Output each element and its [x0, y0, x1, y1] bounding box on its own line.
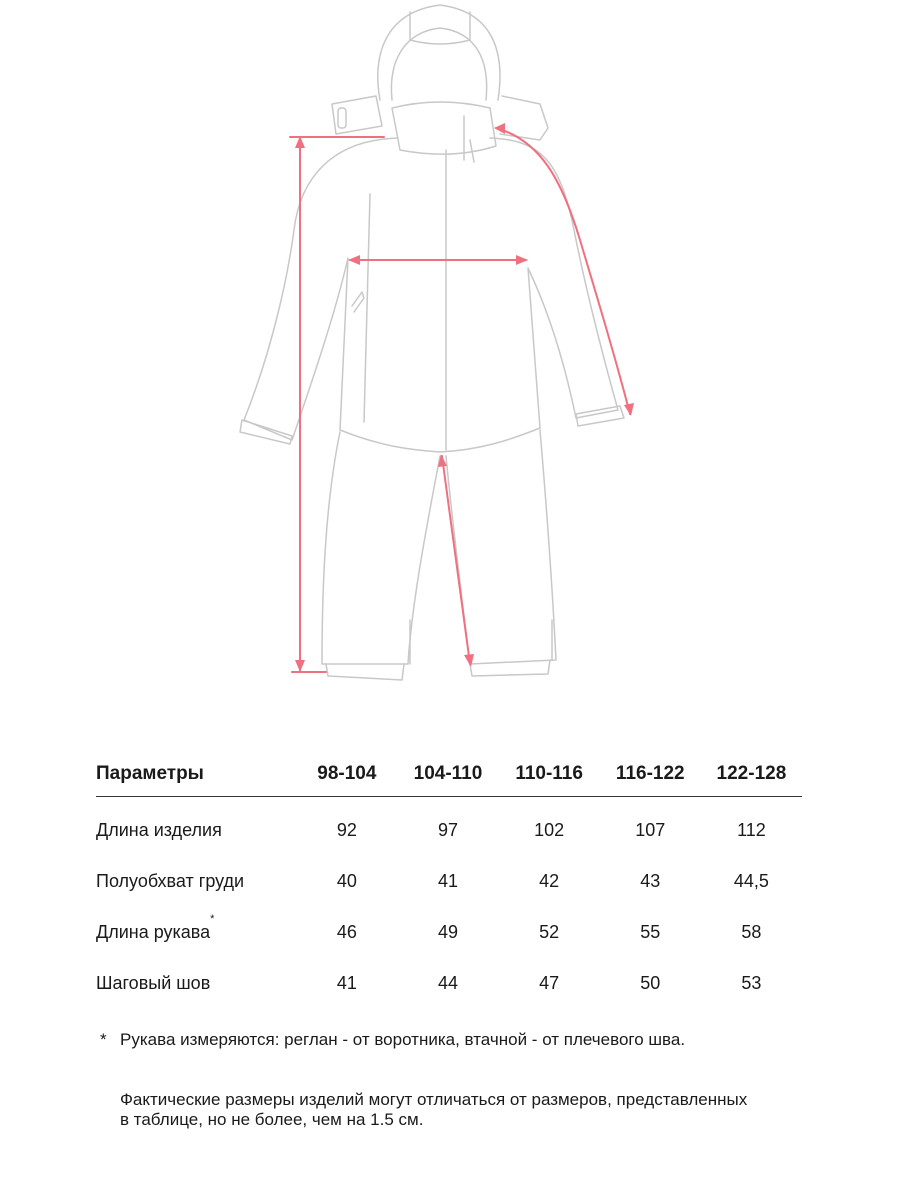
pants-left-leg: [322, 432, 440, 664]
size-header-104-110: 104-110: [397, 752, 498, 797]
parameters-header: Параметры: [96, 752, 296, 797]
table-cell: 47: [539, 973, 560, 993]
pants-right-leg: [446, 430, 556, 664]
collar-outline: [392, 102, 496, 154]
garment-sketch: [230, 0, 650, 700]
table-cell: 43: [640, 871, 661, 891]
arrowhead-length-bottom: [295, 660, 305, 672]
jumpsuit-outline-illustration: [230, 0, 650, 700]
table-cell: 97: [437, 820, 458, 840]
size-header-98-104: 98-104: [296, 752, 397, 797]
size-header-116-122: 116-122: [600, 752, 701, 797]
row-label-inseam: Шаговый шов: [96, 973, 211, 993]
hood-inner-outline: [391, 28, 486, 100]
table-cell: 53: [741, 973, 762, 993]
size-header-110-116: 110-116: [499, 752, 600, 797]
arrowhead-chest-right: [516, 255, 528, 265]
jacket-hem: [340, 428, 540, 452]
table-cell: 92: [336, 820, 357, 840]
table-cell: 49: [437, 922, 458, 942]
sleeve-cuff-left: [240, 420, 292, 444]
footnote-asterisk: *: [100, 1030, 107, 1049]
disclaimer-line-1: Фактические размеры изделий могут отличаться от размеров, представленных: [120, 1090, 748, 1109]
disclaimer-line-2: в таблице, но не более, чем на 1.5 см.: [120, 1110, 424, 1129]
table-cell: 41: [336, 973, 357, 993]
table-header-row: [96, 752, 802, 797]
arrowhead-inseam-bottom: [464, 654, 474, 667]
table-row: [96, 856, 802, 907]
table-cell: 46: [336, 922, 357, 942]
table-cell: 52: [539, 922, 560, 942]
table-cell: 41: [437, 871, 458, 891]
table-cell: 50: [640, 973, 661, 993]
footnote-marker: *: [210, 913, 215, 925]
table-cell: 40: [336, 871, 357, 891]
table-cell: 102: [534, 820, 565, 840]
table-row: [96, 958, 802, 1009]
table-cell: 42: [539, 871, 560, 891]
hood-left-tab: [338, 108, 346, 128]
hood-right-flap: [500, 96, 548, 140]
size-disclaimer: [120, 1090, 820, 1130]
table-cell: 44: [437, 973, 458, 993]
size-table: [96, 752, 802, 1009]
table-cell: 58: [741, 922, 762, 942]
sleeve-footnote: [100, 1030, 685, 1050]
table-row: [96, 797, 802, 857]
jacket-left-side: [244, 138, 398, 440]
footnote-text: Рукава измеряются: реглан - от воротника, втачной - от плечевого шва.: [120, 1030, 686, 1049]
row-label-sleeve-length: [96, 907, 296, 958]
arrowhead-chest-left: [348, 255, 360, 265]
row-label-product-length: Длина изделия: [96, 820, 222, 840]
row-label-chest-half-girth: Полуобхват груди: [96, 871, 245, 891]
table-cell: 44,5: [733, 871, 769, 891]
size-header-122-128: 122-128: [701, 752, 802, 797]
table-cell: 107: [635, 820, 666, 840]
row-label-text: Длина рукава: [96, 922, 211, 942]
table-row: [96, 907, 802, 958]
sleeve-length-arrow: [496, 128, 630, 414]
jacket-right-side: [490, 138, 618, 428]
inseam-arrow: [442, 456, 470, 664]
pants-left-cuff: [326, 664, 404, 680]
table-cell: 112: [737, 820, 766, 840]
table-cell: 55: [640, 922, 661, 942]
arrowhead-sleeve-top: [494, 123, 505, 134]
hood-outline: [378, 5, 500, 100]
